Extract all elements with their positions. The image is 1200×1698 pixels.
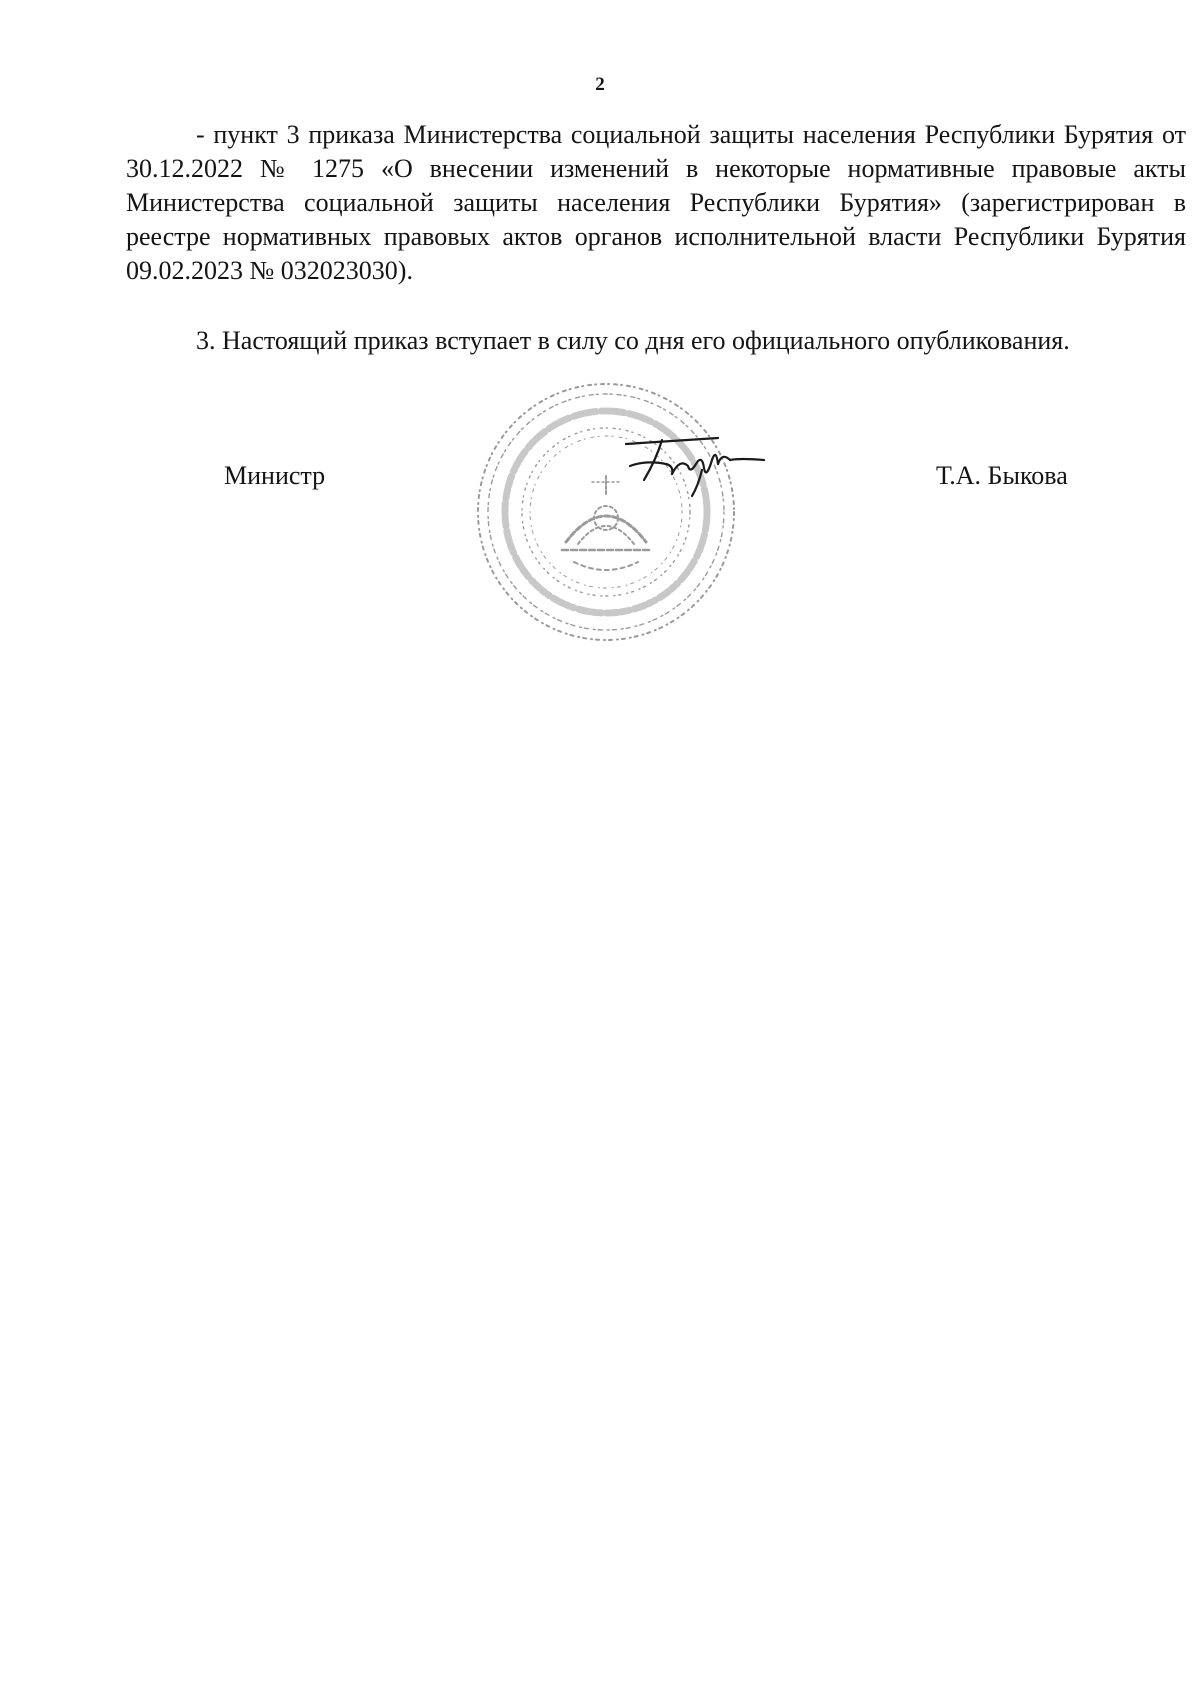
signatory-position: Министр: [224, 461, 326, 490]
paragraph-effective-date: 3. Настоящий приказ вступает в силу со дня его официального опубликования.: [196, 326, 1070, 355]
page-number: 2: [595, 74, 605, 95]
official-seal-icon: [466, 372, 746, 652]
handwritten-signature-icon: [622, 430, 772, 510]
signatory-name: Т.А. Быкова: [936, 461, 1068, 490]
paragraph-repealed-clause: - пункт 3 приказа Министерства социальной защиты населения Республики Бурятия от 30.12.2022 № 1275 «О внесении изменений в некоторые нормативные правовые акты Министерства социальной защиты населения Республики Бурятия» (зарегистрирован в реестре нормативных правовых актов органов исполнительной власти Республики Бурятия 09.02.2023 № 032023030).: [126, 120, 1186, 285]
